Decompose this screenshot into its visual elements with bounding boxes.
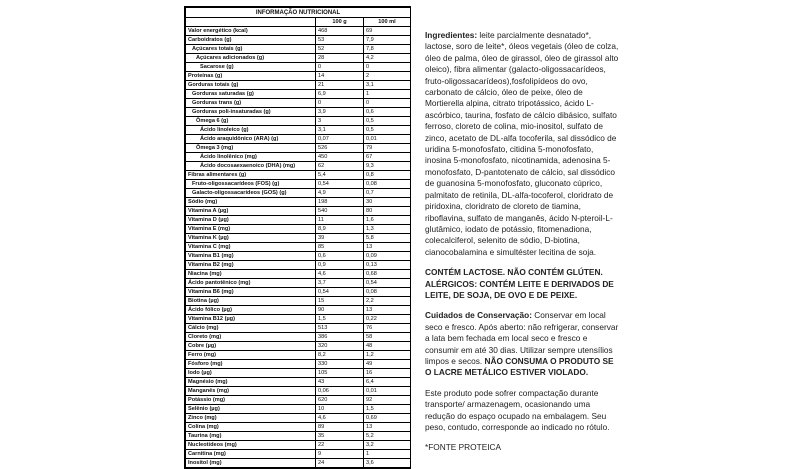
table-row [186, 117, 411, 126]
value-per-100g: 5,4 [316, 171, 364, 180]
nutrient-name: Vitamina B12 (µg) [186, 315, 316, 324]
value-per-100ml: 69 [364, 27, 411, 36]
table-row [186, 54, 411, 63]
nutrient-name: Cloreto (mg) [186, 333, 316, 342]
value-per-100g: 0 [316, 99, 364, 108]
value-per-100ml: 30 [364, 198, 411, 207]
value-per-100g: 10 [316, 405, 364, 414]
value-per-100ml: 49 [364, 360, 411, 369]
table-row [186, 387, 411, 396]
table-row [186, 99, 411, 108]
table-caption: INFORMAÇÃO NUTRICIONAL [186, 8, 411, 18]
table-row [186, 261, 411, 270]
nutrient-name: Sacarose (g) [186, 63, 316, 72]
nutrient-name: Iodo (µg) [186, 369, 316, 378]
table-row [186, 27, 411, 36]
nutrient-name: Ácido linoleico (g) [186, 126, 316, 135]
nutrient-name: Vitamina A (µg) [186, 207, 316, 216]
value-per-100ml: 9,3 [364, 162, 411, 171]
value-per-100ml: 2 [364, 72, 411, 81]
table-row [186, 198, 411, 207]
table-row [186, 162, 411, 171]
header-per-100g: 100 g [316, 18, 364, 27]
value-per-100g: 0,6 [316, 252, 364, 261]
value-per-100g: 24 [316, 459, 364, 468]
ingredients-label: Ingredientes: [425, 30, 478, 40]
value-per-100g: 28 [316, 54, 364, 63]
table-row [186, 270, 411, 279]
table-row [186, 297, 411, 306]
value-per-100ml: 0,01 [364, 387, 411, 396]
nutrient-name: Zinco (mg) [186, 414, 316, 423]
nutrient-name: Carnitina (mg) [186, 450, 316, 459]
value-per-100g: 6,9 [316, 90, 364, 99]
table-row [186, 225, 411, 234]
value-per-100g: 14 [316, 72, 364, 81]
nutrient-name: Vitamina E (mg) [186, 225, 316, 234]
value-per-100g: 9 [316, 450, 364, 459]
table-row [186, 90, 411, 99]
value-per-100ml: 0,68 [364, 270, 411, 279]
nutrient-name: Fósforo (mg) [186, 360, 316, 369]
value-per-100g: 3,1 [316, 126, 364, 135]
nutrient-name: Nucleotídeos (mg) [186, 441, 316, 450]
nutrient-name: Niacina (mg) [186, 270, 316, 279]
nutrient-name: Cobre (µg) [186, 342, 316, 351]
table-row [186, 360, 411, 369]
value-per-100g: 386 [316, 333, 364, 342]
value-per-100ml: 67 [364, 153, 411, 162]
value-per-100g: 15 [316, 297, 364, 306]
nutrient-name: Vitamina B1 (mg) [186, 252, 316, 261]
table-row [186, 459, 411, 468]
nutrient-name: Proteínas (g) [186, 72, 316, 81]
value-per-100ml: 0 [364, 63, 411, 72]
table-row [186, 108, 411, 117]
table-row [186, 441, 411, 450]
value-per-100ml: 80 [364, 207, 411, 216]
table-row [186, 234, 411, 243]
table-row [186, 72, 411, 81]
value-per-100g: 0 [316, 63, 364, 72]
seal-warning: NÃO CONSUMA O PRODUTO SE O LACRE METÁLICO ESTIVER VIOLADO. [425, 355, 614, 378]
nutrient-name: Vitamina B6 (mg) [186, 288, 316, 297]
nutrient-name: Ferro (mg) [186, 351, 316, 360]
value-per-100ml: 0,09 [364, 252, 411, 261]
value-per-100ml: 1,6 [364, 216, 411, 225]
value-per-100g: 1,5 [316, 315, 364, 324]
table-row [186, 45, 411, 54]
nutrient-name: Ácido linolênico (mg) [186, 153, 316, 162]
value-per-100g: 90 [316, 306, 364, 315]
table-row [186, 450, 411, 459]
value-per-100g: 0,06 [316, 387, 364, 396]
table-row [186, 414, 411, 423]
nutrient-name: Colina (mg) [186, 423, 316, 432]
nutrient-name: Fibras alimentares (g) [186, 171, 316, 180]
table-body [186, 27, 411, 468]
table-row [186, 144, 411, 153]
compaction-note: Este produto pode sofrer compactação durante transporte/ armazenagem, ocasionando uma redução do espaço ocupado na embalagem. Seu peso, contudo, corresponde ao indicado no rótulo. [425, 387, 610, 432]
nutrient-name: Ômega 6 (g) [186, 117, 316, 126]
nutrient-name: Vitamina K (µg) [186, 234, 316, 243]
value-per-100g: 85 [316, 243, 364, 252]
ingredients-text: leite parcialmente desnatado*, lactose, soro de leite*, óleos vegetais (óleo de colza, óleo de palma, óleo de girassol, óleo de girassol alto oleico), fibra alimentar (galacto-oligossacarídeos, fruto-oligossacarídeos),fosfolipídeos do ovo, carbonato de cálcio, óleo de peixe, óleo de Mortierella alpina, citrato tripotássico, ácido L-ascórbico, taurina, fosfato de cálcio dibásico, sulfato ferroso, cloreto de colina, mio-inositol, sulfato de zinco, acetato de DL-alfa tocoferila, sal dissódico de uridina 5-monofosfato, citidina 5-monofosfato, inosina 5-monofosfato, nicotinamida, adenosina 5-monofosfato, D-pantotenato de cálcio, sal dissódico de guanosina 5-monofosfato, gluconato cúprico, palmitato de retinila, DL-alfa-tocoferol, cloridrato de piridoxina, cloridrato de cloreto de tiamina, riboflavina, sulfato de manganês, ácido N-pteroil-L-glutâmico, iodato de potássio, fitomenadiona, colecalciferol, selenito de sódio, D-biotina, cianocobalamina e simultéster lecitina de soja. [425, 30, 619, 257]
value-per-100ml: 4,2 [364, 54, 411, 63]
value-per-100ml: 0,01 [364, 135, 411, 144]
protein-source-footnote: *FONTE PROTEICA [425, 442, 502, 453]
table-row [186, 81, 411, 90]
value-per-100g: 62 [316, 162, 364, 171]
nutrient-name: Gorduras saturadas (g) [186, 90, 316, 99]
product-info-panel [425, 30, 620, 463]
value-per-100ml: 76 [364, 324, 411, 333]
value-per-100ml: 58 [364, 333, 411, 342]
value-per-100ml: 0,7 [364, 189, 411, 198]
value-per-100ml: 5,8 [364, 234, 411, 243]
table-row [186, 405, 411, 414]
nutrient-name: Cálcio (mg) [186, 324, 316, 333]
table-row [186, 315, 411, 324]
nutrient-name: Fruto-oligossacarídeos (FOS) (g) [186, 180, 316, 189]
value-per-100g: 526 [316, 144, 364, 153]
table-row [186, 153, 411, 162]
value-per-100ml: 0,6 [364, 108, 411, 117]
table-row [186, 135, 411, 144]
value-per-100ml: 0,5 [364, 117, 411, 126]
table-row [186, 126, 411, 135]
nutrient-name: Manganês (mg) [186, 387, 316, 396]
value-per-100ml: 0,69 [364, 414, 411, 423]
ingredients-paragraph [425, 30, 620, 258]
table-row [186, 396, 411, 405]
nutrient-name: Açúcares adicionados (g) [186, 54, 316, 63]
value-per-100g: 0,07 [316, 135, 364, 144]
value-per-100g: 105 [316, 369, 364, 378]
table-row [186, 63, 411, 72]
value-per-100ml: 16 [364, 369, 411, 378]
value-per-100ml: 0,22 [364, 315, 411, 324]
table-row [186, 342, 411, 351]
value-per-100g: 11 [316, 216, 364, 225]
value-per-100g: 468 [316, 27, 364, 36]
table-row [186, 189, 411, 198]
value-per-100ml: 5,2 [364, 432, 411, 441]
value-per-100ml: 7,8 [364, 45, 411, 54]
nutrient-name: Valor energético (kcal) [186, 27, 316, 36]
value-per-100ml: 0,54 [364, 279, 411, 288]
table-row [186, 171, 411, 180]
nutrient-name: Ômega 3 (mg) [186, 144, 316, 153]
value-per-100ml: 6,4 [364, 378, 411, 387]
value-per-100g: 21 [316, 81, 364, 90]
nutrient-name: Gorduras totais (g) [186, 81, 316, 90]
table-row [186, 207, 411, 216]
nutrient-name: Gorduras trans (g) [186, 99, 316, 108]
nutrient-name: Carboidratos (g) [186, 36, 316, 45]
value-per-100g: 53 [316, 36, 364, 45]
value-per-100ml: 1 [364, 450, 411, 459]
nutrient-name: Taurina (mg) [186, 432, 316, 441]
value-per-100ml: 7,9 [364, 36, 411, 45]
value-per-100g: 35 [316, 432, 364, 441]
value-per-100g: 450 [316, 153, 364, 162]
value-per-100ml: 0,13 [364, 261, 411, 270]
value-per-100ml: 48 [364, 342, 411, 351]
value-per-100g: 0,54 [316, 288, 364, 297]
value-per-100g: 0,54 [316, 180, 364, 189]
header-nutrient [186, 18, 316, 27]
value-per-100g: 8,9 [316, 225, 364, 234]
nutrient-name: Ácido pantotênico (mg) [186, 279, 316, 288]
nutrient-name: Ácido araquidônico (ARA) (g) [186, 135, 316, 144]
nutrition-facts-table [184, 6, 411, 469]
value-per-100g: 198 [316, 198, 364, 207]
table-row [186, 378, 411, 387]
nutrient-name: Sódio (mg) [186, 198, 316, 207]
value-per-100g: 330 [316, 360, 364, 369]
table-row [186, 288, 411, 297]
value-per-100g: 0,9 [316, 261, 364, 270]
nutrient-name: Vitamina D (µg) [186, 216, 316, 225]
storage-paragraph [425, 310, 620, 378]
nutrient-name: Ácido docosaexaenoico (DHA) (mg) [186, 162, 316, 171]
nutrient-name: Açúcares totais (g) [186, 45, 316, 54]
value-per-100ml: 0,08 [364, 180, 411, 189]
table-row [186, 243, 411, 252]
table-row [186, 306, 411, 315]
table-row [186, 423, 411, 432]
table-row [186, 432, 411, 441]
table-row [186, 252, 411, 261]
value-per-100ml: 13 [364, 306, 411, 315]
value-per-100ml: 3,6 [364, 459, 411, 468]
table-row [186, 36, 411, 45]
nutrient-name: Inositol (mg) [186, 459, 316, 468]
value-per-100g: 4,9 [316, 189, 364, 198]
table-row [186, 333, 411, 342]
nutrient-name: Galacto-oligossacarídeos (GOS) (g) [186, 189, 316, 198]
table-row [186, 369, 411, 378]
value-per-100g: 320 [316, 342, 364, 351]
value-per-100g: 43 [316, 378, 364, 387]
nutrient-name: Selênio (µg) [186, 405, 316, 414]
value-per-100ml: 0,5 [364, 126, 411, 135]
value-per-100g: 22 [316, 441, 364, 450]
value-per-100g: 3,9 [316, 108, 364, 117]
nutrient-name: Magnésio (mg) [186, 378, 316, 387]
header-per-100ml: 100 ml [364, 18, 411, 27]
value-per-100g: 513 [316, 324, 364, 333]
value-per-100ml: 13 [364, 423, 411, 432]
value-per-100ml: 0 [364, 99, 411, 108]
table-row [186, 279, 411, 288]
value-per-100ml: 2,2 [364, 297, 411, 306]
table-row [186, 180, 411, 189]
table-row [186, 324, 411, 333]
nutrient-name: Biotina (µg) [186, 297, 316, 306]
table-row [186, 351, 411, 360]
value-per-100ml: 79 [364, 144, 411, 153]
value-per-100ml: 1,3 [364, 225, 411, 234]
value-per-100ml: 3,2 [364, 441, 411, 450]
value-per-100ml: 0,08 [364, 288, 411, 297]
value-per-100g: 4,6 [316, 414, 364, 423]
value-per-100g: 540 [316, 207, 364, 216]
value-per-100g: 620 [316, 396, 364, 405]
nutrient-name: Vitamina B2 (mg) [186, 261, 316, 270]
storage-text: Conservar em local seco e fresco. Após aberto: não refrigerar, conservar a lata bem fechada em local seco e fresco e consumir em até 30 dias. Utilizar sempre utensílios limpos e secos. [425, 310, 619, 366]
value-per-100g: 8,2 [316, 351, 364, 360]
value-per-100g: 89 [316, 423, 364, 432]
nutrient-name: Ácido fólico (µg) [186, 306, 316, 315]
storage-label: Cuidados de Conservação: [425, 310, 532, 321]
nutrient-name: Gorduras poli-insaturadas (g) [186, 108, 316, 117]
value-per-100ml: 3,1 [364, 81, 411, 90]
value-per-100g: 4,6 [316, 270, 364, 279]
value-per-100g: 52 [316, 45, 364, 54]
nutrient-name: Vitamina C (mg) [186, 243, 316, 252]
value-per-100g: 39 [316, 234, 364, 243]
nutrient-name: Potássio (mg) [186, 396, 316, 405]
value-per-100ml: 13 [364, 243, 411, 252]
value-per-100g: 3,7 [316, 279, 364, 288]
value-per-100ml: 1 [364, 90, 411, 99]
value-per-100ml: 92 [364, 396, 411, 405]
table-row [186, 216, 411, 225]
value-per-100ml: 0,8 [364, 171, 411, 180]
value-per-100ml: 1,5 [364, 405, 411, 414]
value-per-100ml: 1,2 [364, 351, 411, 360]
value-per-100g: 3 [316, 117, 364, 126]
allergens-warning: CONTÉM LACTOSE. NÃO CONTÉM GLÚTEN. ALÉRGICOS: CONTÉM LEITE E DERIVADOS DE LEITE, DE SOJA, DE OVO E DE PEIXE. [425, 267, 614, 300]
